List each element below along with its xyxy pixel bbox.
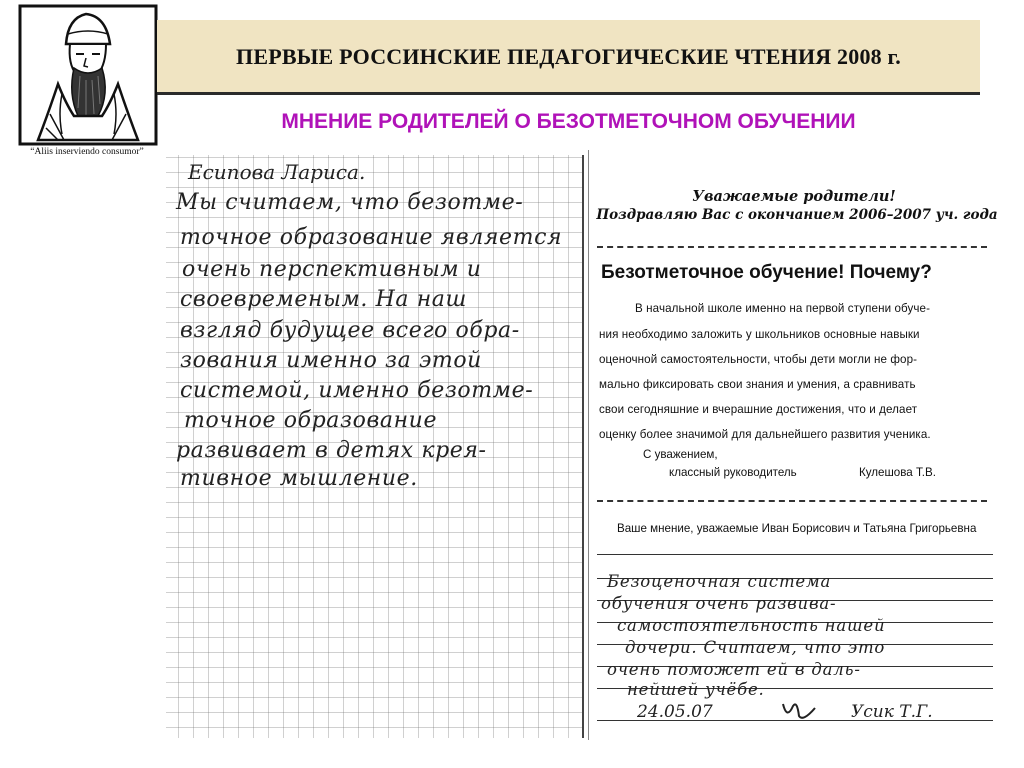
note-line: взгляд будущее всего обра- [180,318,520,343]
letter-heading: Безотметочное обучение! Почему? [601,262,932,283]
parent-answer-line: нейшей учёбе. [627,680,765,699]
dashed-divider [597,246,987,248]
note-line: очень перспективным и [182,257,482,282]
parent-answer-line: дочери. Считаем, что это [625,638,886,657]
signature-date: 24.05.07 [637,702,713,722]
letter-body-line: оценку более значимой для дальнейшего развития ученика. [599,428,931,441]
answer-rule [597,554,993,555]
letter-body-line: свои сегодняшние и вчерашние достижения, что и делает [599,403,918,416]
signature-scribble [779,698,819,724]
letter-regards: С уважением, [643,448,718,461]
letter-greeting: Уважаемые родители! [692,188,896,205]
note-line: системой, именно безотме- [180,378,534,403]
teacher-name: Кулешова Т.В. [859,466,936,479]
note-line: зования именно за этой [180,348,482,373]
parent-answer-line: очень поможет ей в даль- [607,660,861,679]
teacher-letter [588,150,999,740]
teacher-role: классный руководитель [669,466,797,479]
parent-answer-line: самостоятельность нашей [617,616,886,635]
note-line: своевременым. На наш [180,287,467,312]
portrait-logo [18,4,158,146]
letter-body-line: оценочной самостоятельности, чтобы дети могли не фор- [599,353,918,366]
page-subtitle: МНЕНИЕ РОДИТЕЛЕЙ О БЕЗОТМЕТОЧНОМ ОБУЧЕНИИ [281,110,856,133]
page-title: ПЕРВЫЕ РОССИНСКИЕ ПЕДАГОГИЧЕСКИЕ ЧТЕНИЯ 2008 г. [236,44,901,69]
note-line: развивает в детях крея- [176,438,487,463]
parent-answer-line: обучения очень развива- [601,594,837,613]
note-line: тивное мышление. [180,466,418,491]
letter-body-line: В начальной школе именно на первой ступени обуче- [635,302,931,315]
title-bar [157,20,980,95]
letter-body-line: ния необходимо заложить у школьников основные навыки [599,328,920,341]
letter-congrats: Поздравляю Вас с окончанием 2006–2007 уч. года [596,207,998,223]
note-line: Мы считаем, что безотме- [176,190,524,215]
parent-answer-line: Безоценочная система [607,572,832,591]
logo-motto: “Aliis inserviendo consumor” [30,147,144,157]
note-line: точное образование [184,408,438,433]
note-author: Есипова Лариса. [188,160,366,184]
signature-name: Усик Т.Г. [851,702,933,722]
dashed-divider [597,500,987,502]
letter-body-line: мально фиксировать свои знания и умения, а сравнивать [599,378,916,391]
opinion-request: Ваше мнение, уважаемые Иван Борисович и Татьяна Григорьевна [617,522,977,535]
note-line: точное образование является [180,225,563,250]
